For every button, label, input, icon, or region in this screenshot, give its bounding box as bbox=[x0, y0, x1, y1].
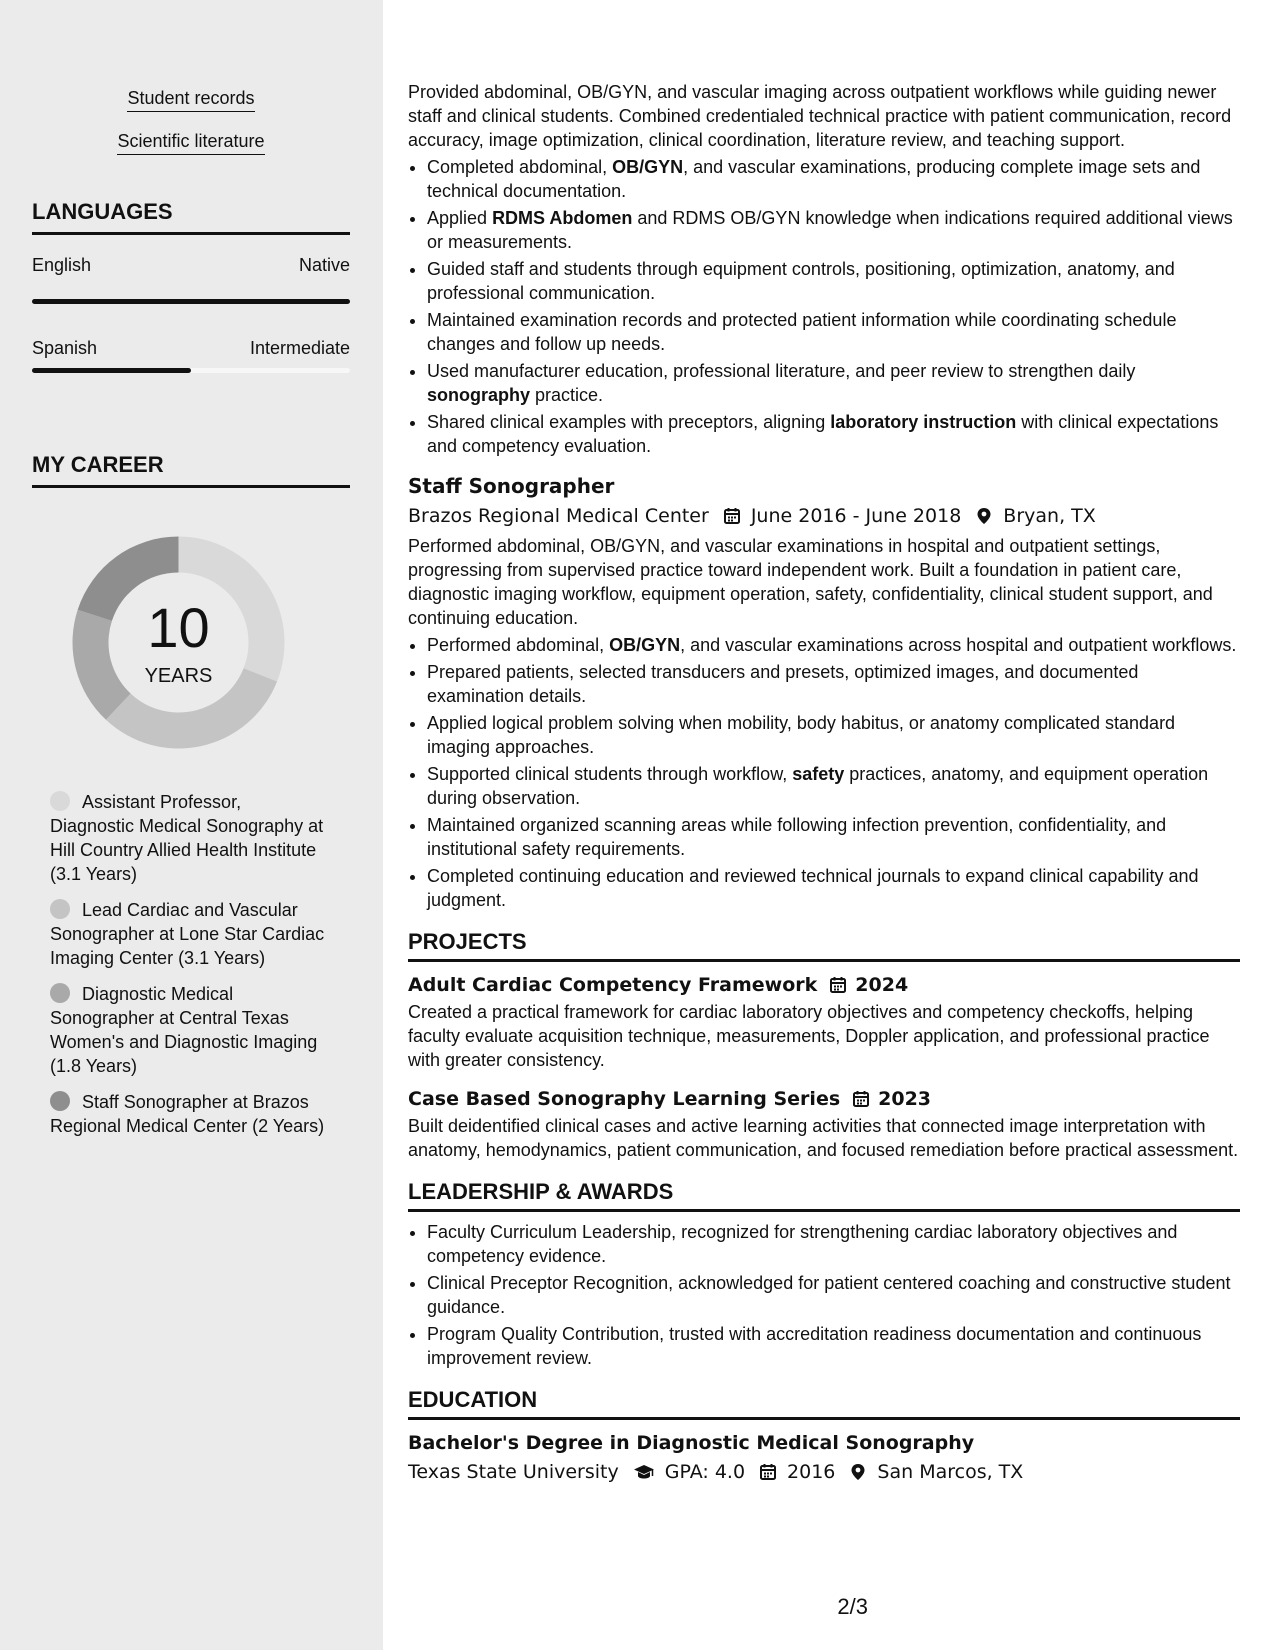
bullet-item: • Applied logical problem solving when mobility, body habitus, or anatomy complicated standard imaging approaches. bbox=[427, 711, 1240, 759]
language-row-spanish bbox=[32, 337, 350, 359]
bullet-item: • Prepared patients, selected transducers and presets, optimized images, and documented examination details. bbox=[427, 660, 1240, 708]
bullet-item: • Maintained organized scanning areas while following infection prevention, confidentiality, and institutional safety requirements. bbox=[427, 813, 1240, 861]
language-level: Native bbox=[298, 255, 350, 275]
project-title bbox=[408, 972, 1240, 998]
sidebar-links bbox=[32, 86, 350, 172]
experience-summary: Provided abdominal, OB/GYN, and vascular imaging across outpatient workflows while guiding newer staff and clinical students. Combined credentialed technical practice with patient communication, record accuracy, image optimization, clinical coordination, literature review, and teaching support. bbox=[408, 82, 1232, 150]
language-bar-fill bbox=[32, 368, 191, 373]
school-location: San Marcos, TX bbox=[877, 1461, 1024, 1483]
career-legend bbox=[50, 790, 330, 1150]
company-name: Brazos Regional Medical Center bbox=[408, 505, 709, 527]
school-name: Texas State University bbox=[408, 1461, 619, 1483]
languages-heading: LANGUAGES bbox=[32, 198, 350, 235]
language-bar-english bbox=[32, 299, 350, 304]
career-heading: MY CAREER bbox=[32, 451, 350, 488]
main-content bbox=[408, 0, 1240, 1650]
career-item-label: Lead Cardiac and Vascular Sonographer at Lone Star Cardiac Imaging Center (3.1 Years) bbox=[50, 900, 325, 968]
career-total-number: 10 bbox=[147, 596, 210, 659]
career-item-label: Diagnostic Medical Sonographer at Central Texas Women's and Diagnostic Imaging (1.8 Years) bbox=[50, 984, 318, 1076]
career-item-label: Assistant Professor, Diagnostic Medical Sonography at Hill Country Allied Health Institute (3.1 Years) bbox=[50, 792, 324, 884]
education-meta bbox=[408, 1458, 1240, 1486]
bullet-item: • Completed continuing education and reviewed technical journals to expand clinical capability and judgment. bbox=[427, 864, 1240, 912]
job-dates: June 2016 - June 2018 bbox=[750, 505, 962, 527]
bullet-item: • Used manufacturer education, professional literature, and peer review to strengthen daily sonography practice. bbox=[427, 359, 1240, 407]
calendar-icon bbox=[829, 976, 847, 994]
gpa: GPA: 4.0 bbox=[664, 1461, 746, 1483]
legend-dot bbox=[50, 1091, 70, 1111]
job-meta bbox=[408, 502, 1240, 530]
calendar-icon bbox=[723, 507, 741, 525]
project-name: Case Based Sonography Learning Series bbox=[408, 1088, 841, 1110]
degree-title: Bachelor's Degree in Diagnostic Medical Sonography bbox=[408, 1432, 975, 1454]
leadership-heading: LEADERSHIP & AWARDS bbox=[408, 1178, 1240, 1212]
language-level: Intermediate bbox=[249, 338, 350, 358]
bullet-item: • Shared clinical examples with preceptors, aligning laboratory instruction with clinical expectations and competency evaluation. bbox=[427, 410, 1240, 458]
link-scientific-literature[interactable]: Scientific literature bbox=[117, 129, 264, 155]
career-total-unit: YEARS bbox=[144, 665, 213, 687]
project-description: Built deidentified clinical cases and active learning activities that connected image interpretation with anatomy, hemodynamics, patient communication, and focused remediation before practical assessment. bbox=[408, 1116, 1239, 1160]
career-item bbox=[50, 898, 330, 970]
job-title: Staff Sonographer bbox=[408, 474, 615, 498]
job-summary: Performed abdominal, OB/GYN, and vascular examinations in hospital and outpatient settings, progressing from supervised practice toward independent work. Built a foundation in patient care, diagnostic imaging workflow, equipment operation, safety, confidentiality, clinical student support, and continuing education. bbox=[408, 536, 1213, 628]
career-item bbox=[50, 982, 330, 1078]
calendar-icon bbox=[759, 1463, 777, 1481]
leadership-list bbox=[408, 1220, 1240, 1370]
language-bar-spanish bbox=[32, 368, 350, 373]
graduation-cap-icon bbox=[633, 1463, 655, 1481]
education-heading: EDUCATION bbox=[408, 1386, 1240, 1420]
legend-dot bbox=[50, 791, 70, 811]
project-title bbox=[408, 1086, 1240, 1112]
bullet-item: • Maintained examination records and protected patient information while coordinating schedule changes and follow up needs. bbox=[427, 308, 1240, 356]
career-item bbox=[50, 790, 330, 886]
experience-bullets bbox=[408, 155, 1240, 458]
bullet-item: • Performed abdominal, OB/GYN, and vascular examinations across hospital and outpatient workflows. bbox=[427, 633, 1240, 657]
job-bullets bbox=[408, 633, 1240, 912]
bullet-item: • Applied RDMS Abdomen and RDMS OB/GYN knowledge when indications required additional views or measurements. bbox=[427, 206, 1240, 254]
link-student-records[interactable]: Student records bbox=[127, 86, 254, 112]
project-description: Created a practical framework for cardiac laboratory objectives and competency checkoffs, helping faculty evaluate acquisition technique, measurements, Doppler application, and professional practice with greater consistency. bbox=[408, 1002, 1210, 1070]
sidebar bbox=[0, 0, 383, 1650]
bullet-item: • Supported clinical students through workflow, safety practices, anatomy, and equipment operation during observation. bbox=[427, 762, 1240, 810]
graduation-year: 2016 bbox=[787, 1461, 836, 1483]
leadership-item: • Faculty Curriculum Leadership, recognized for strengthening cardiac laboratory objectives and competency evidence. bbox=[427, 1220, 1240, 1268]
career-item bbox=[50, 1090, 330, 1138]
map-pin-icon bbox=[849, 1463, 867, 1481]
legend-dot bbox=[50, 983, 70, 1003]
job-location: Bryan, TX bbox=[1003, 505, 1096, 527]
page-number: 2/3 bbox=[837, 1594, 868, 1619]
calendar-icon bbox=[852, 1090, 870, 1108]
leadership-item: • Clinical Preceptor Recognition, acknowledged for patient centered coaching and constructive student guidance. bbox=[427, 1271, 1240, 1319]
bullet-item: • Completed abdominal, OB/GYN, and vascular examinations, producing complete image sets and technical documentation. bbox=[427, 155, 1240, 203]
career-donut-chart bbox=[66, 530, 291, 755]
language-name: English bbox=[32, 255, 92, 275]
legend-dot bbox=[50, 899, 70, 919]
leadership-item: • Program Quality Contribution, trusted with accreditation readiness documentation and continuous improvement review. bbox=[427, 1322, 1240, 1370]
map-pin-icon bbox=[975, 507, 993, 525]
bullet-item: • Guided staff and students through equipment controls, positioning, optimization, anatomy, and professional communication. bbox=[427, 257, 1240, 305]
project-year: 2023 bbox=[878, 1088, 932, 1110]
projects-heading: PROJECTS bbox=[408, 928, 1240, 962]
language-bar-fill bbox=[32, 299, 350, 304]
project-year: 2024 bbox=[855, 974, 909, 996]
language-name: Spanish bbox=[32, 338, 98, 358]
language-row-english bbox=[32, 254, 350, 276]
project-name: Adult Cardiac Competency Framework bbox=[408, 974, 818, 996]
career-item-label: Staff Sonographer at Brazos Regional Medical Center (2 Years) bbox=[50, 1092, 325, 1136]
